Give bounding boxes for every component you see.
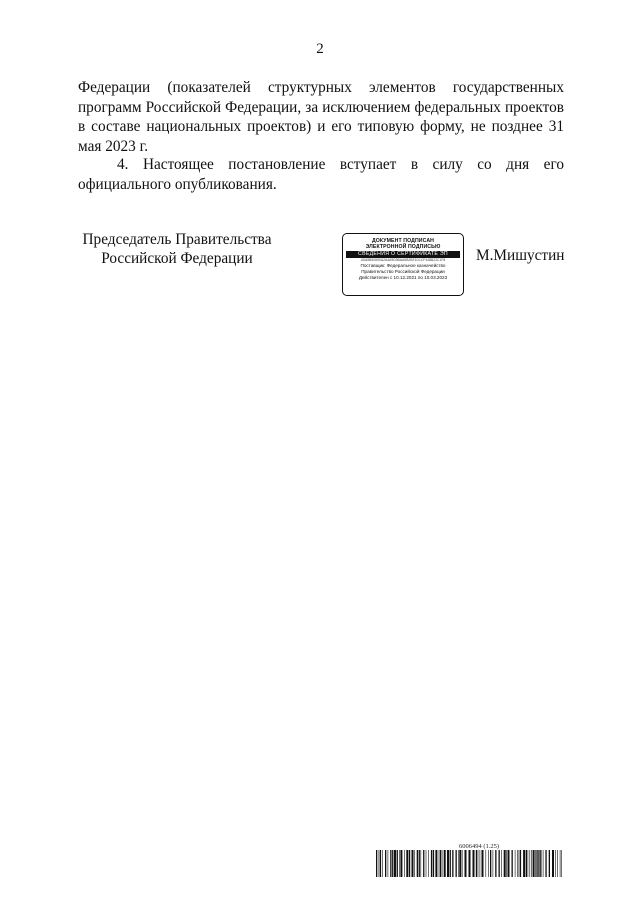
barcode-bar: [431, 850, 432, 877]
barcode-bar: [538, 850, 539, 877]
barcode-icon: [376, 850, 562, 877]
barcode-bar: [501, 850, 502, 877]
barcode-bar: [385, 850, 386, 877]
barcode-bar: [520, 850, 521, 877]
barcode-bar: [526, 850, 527, 877]
barcode-bar: [428, 850, 429, 877]
barcode-bar: [561, 850, 562, 877]
barcode-bar: [517, 850, 518, 877]
barcode-bar: [456, 850, 457, 877]
barcode-bar: [490, 850, 491, 877]
signer-name: М.Мишустин: [476, 247, 565, 264]
barcode-bar: [417, 850, 418, 877]
barcode-bar: [533, 850, 535, 877]
barcode-bar: [379, 850, 380, 877]
stamp-header: [343, 238, 463, 250]
barcode-bar: [388, 850, 389, 877]
barcode-bar: [543, 850, 544, 877]
barcode-bar: [433, 850, 434, 877]
barcode-bar: [519, 850, 520, 877]
barcode-bar: [404, 850, 405, 877]
signatory-title-line1: Председатель Правительства: [82, 231, 272, 248]
barcode-bar: [482, 850, 484, 877]
barcode-bar: [458, 850, 459, 877]
barcode-bar: [530, 850, 531, 877]
barcode-bar: [478, 850, 479, 877]
barcode-bar: [450, 850, 451, 877]
stamp-supplier: Поставщик: Федеральное казначейство: [360, 263, 446, 269]
barcode-bar: [390, 850, 391, 877]
signatory-title-line2: Российской Федерации: [101, 250, 253, 268]
barcode-bar: [439, 850, 440, 877]
barcode-bar: [412, 850, 414, 877]
barcode-bar: [469, 850, 471, 877]
stamp-owner: Правительство Российской Федерации: [361, 269, 445, 275]
barcode-bar: [426, 850, 427, 877]
barcode-bar: [545, 850, 546, 877]
stamp-certificate-bar: СВЕДЕНИЯ О СЕРТИФИКАТЕ ЭП: [346, 251, 460, 258]
barcode-bar: [480, 850, 481, 877]
barcode-bar: [493, 850, 494, 877]
signatory-title: [77, 230, 277, 268]
barcode-bar: [549, 850, 550, 877]
barcode-bar: [499, 850, 500, 877]
barcode-bar: [394, 850, 396, 877]
stamp-line2: ЭЛЕКТРОННОЙ ПОДПИСЬЮ: [365, 244, 441, 251]
barcode-bar: [435, 850, 437, 877]
barcode-bar: [444, 850, 446, 877]
barcode-bar: [465, 850, 467, 877]
barcode-bar: [447, 850, 449, 877]
barcode-bar: [421, 850, 422, 877]
barcode-bar: [440, 850, 441, 877]
barcode-bar: [406, 850, 408, 877]
barcode-bar: [459, 850, 461, 877]
electronic-signature-stamp: [342, 233, 464, 296]
barcode-bar: [473, 850, 475, 877]
barcode-bar: [504, 850, 506, 877]
barcode-bar: [397, 850, 398, 877]
barcode-bar: [409, 850, 410, 877]
barcode-bar: [555, 850, 556, 877]
barcode-bar: [452, 850, 453, 877]
barcode-bar: [552, 850, 554, 877]
barcode-bar: [400, 850, 402, 877]
barcode-bar: [512, 850, 513, 877]
barcode-bar: [399, 850, 400, 877]
barcode-bar: [515, 850, 516, 877]
barcode-bar: [508, 850, 510, 877]
page-number: 2: [316, 41, 324, 57]
barcode-bar: [423, 850, 424, 877]
barcode-bar: [488, 850, 489, 877]
barcode-bar: [476, 850, 477, 877]
stamp-validity: Действителен с 10.12.2021 по 10.03.2023: [358, 275, 448, 281]
barcode-bar: [495, 850, 496, 877]
barcode-bar: [540, 850, 541, 877]
barcode-bar: [376, 850, 377, 877]
barcode-bar: [506, 850, 507, 877]
barcode-bar: [528, 850, 529, 877]
barcode-bar: [523, 850, 525, 877]
barcode-bar: [560, 850, 561, 877]
body-paragraph-1: Федерации (показателей структурных элементов государственных программ Российской Федерации, за исключением федеральных проектов в составе национальных проектов) и его типовую форму, не позднее 31 мая 2023 г.: [78, 79, 564, 155]
barcode-bar: [535, 850, 536, 877]
barcode-bar: [380, 850, 381, 877]
barcode-bar: [382, 850, 383, 877]
barcode-label: 6006494 (1.25): [459, 843, 500, 850]
barcode-bar: [414, 850, 415, 877]
barcode-bar: [442, 850, 443, 877]
barcode-bar: [536, 850, 537, 877]
barcode-bar: [557, 850, 558, 877]
barcode-bar: [392, 850, 393, 877]
body-paragraph-2: 4. Настоящее постановление вступает в силу со дня его официального опубликования.: [78, 156, 564, 193]
barcode-bar: [531, 850, 532, 877]
barcode-bar: [462, 850, 463, 877]
barcode-bar: [419, 850, 420, 877]
stamp-line1: ДОКУМЕНТ ПОДПИСАН: [371, 238, 435, 244]
stamp-serial: 4DA5B90690A2A4A9D3BAA5B2BF1D1CF448B23C1F8: [360, 258, 446, 263]
barcode-bar: [486, 850, 487, 877]
